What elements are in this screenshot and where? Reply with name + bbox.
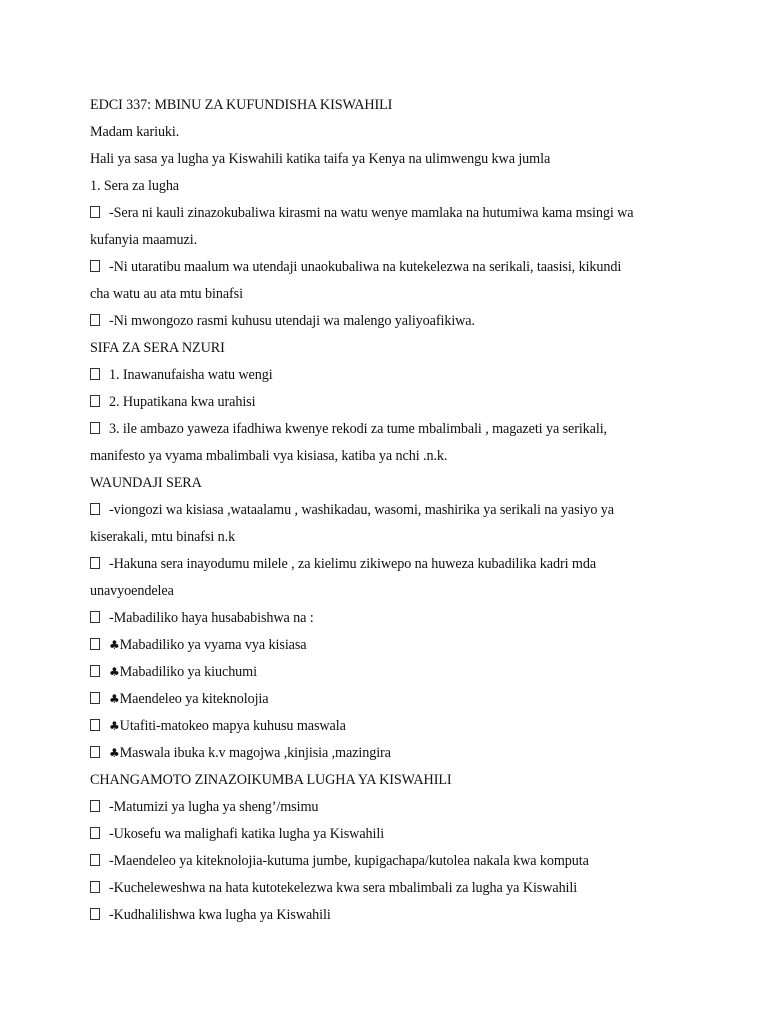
list-item-text: -Kudhalilishwa kwa lugha ya Kiswahili (109, 907, 331, 923)
list-item-text: 2. Hupatikana kwa urahisi (109, 394, 256, 410)
document-page (90, 92, 710, 929)
list-item-continuation: cha watu au ata mtu binafsi (90, 286, 243, 302)
bullet-box-icon (90, 557, 100, 569)
section-heading-sifa: SIFA ZA SERA NZURI (90, 340, 225, 356)
list-item-text: Maswala ibuka k.v magojwa ,kinjisia ,mazingira (119, 745, 391, 761)
section-heading-changamoto: CHANGAMOTO ZINAZOIKUMBA LUGHA YA KISWAHILI (90, 772, 452, 788)
list-item-text: -Kucheleweshwa na hata kutotekelezwa kwa sera mbalimbali za lugha ya Kiswahili (109, 880, 578, 896)
list-item (90, 389, 710, 416)
list-item (90, 200, 710, 254)
bullet-box-icon (90, 503, 100, 515)
list-item-text: Mabadiliko ya vyama vya kisiasa (119, 637, 307, 653)
bullet-box-icon (90, 665, 100, 677)
list-item (90, 632, 710, 659)
bullet-box-icon (90, 260, 100, 272)
bullet-box-icon (90, 881, 100, 893)
list-item-text: -Ukosefu wa malighafi katika lugha ya Kiswahili (109, 826, 385, 842)
bullet-box-icon (90, 908, 100, 920)
bullet-box-icon (90, 746, 100, 758)
bullet-box-icon (90, 692, 100, 704)
club-icon: ♣ (109, 665, 120, 679)
bullet-box-icon (90, 206, 100, 218)
bullet-box-icon (90, 719, 100, 731)
club-icon: ♣ (109, 719, 120, 733)
list-item (90, 416, 710, 470)
list-item-text: -Maendeleo ya kiteknolojia-kutuma jumbe, kupigachapa/kutolea nakala kwa komputa (109, 853, 589, 869)
bullet-box-icon (90, 854, 100, 866)
list-item-continuation: manifesto ya vyama mbalimbali vya kisiasa, katiba ya nchi .n.k. (90, 448, 448, 464)
list-item (90, 254, 710, 308)
list-item (90, 497, 710, 551)
list-item-text: -Ni utaratibu maalum wa utendaji unaokubaliwa na kutekelezwa na serikali, taasisi, kikundi (109, 259, 622, 275)
list-item-continuation: kufanyia maamuzi. (90, 232, 198, 248)
list-item-text: -Hakuna sera inayodumu milele , za kielimu zikiwepo na huweza kubadilika kadri mda (109, 556, 597, 572)
list-item-text: Utafiti-matokeo mapya kuhusu maswala (119, 718, 346, 734)
list-item (90, 902, 710, 929)
list-item-continuation: kiserakali, mtu binafsi n.k (90, 529, 236, 545)
bullet-box-icon (90, 638, 100, 650)
list-item (90, 605, 710, 632)
list-item (90, 659, 710, 686)
list-item (90, 875, 710, 902)
section-heading-sera: 1. Sera za lugha (90, 178, 180, 194)
list-item-text: -Sera ni kauli zinazokubaliwa kirasmi na watu wenye mamlaka na hutumiwa kama msingi wa (109, 205, 634, 221)
list-item (90, 308, 710, 335)
topic-title: Hali ya sasa ya lugha ya Kiswahili katika taifa ya Kenya na ulimwengu kwa jumla (90, 151, 551, 167)
course-title: EDCI 337: MBINU ZA KUFUNDISHA KISWAHILI (90, 97, 393, 113)
bullet-box-icon (90, 800, 100, 812)
club-icon: ♣ (109, 638, 120, 652)
list-item (90, 713, 710, 740)
list-item (90, 551, 710, 605)
list-item (90, 686, 710, 713)
list-item (90, 848, 710, 875)
bullet-box-icon (90, 827, 100, 839)
club-icon: ♣ (109, 692, 120, 706)
list-item-text: -Mabadiliko haya husababishwa na : (109, 610, 314, 626)
list-item (90, 821, 710, 848)
list-item-text: Mabadiliko ya kiuchumi (119, 664, 257, 680)
list-item-continuation: unavyoendelea (90, 583, 174, 599)
list-item (90, 740, 710, 767)
list-item-text: 1. Inawanufaisha watu wengi (109, 367, 273, 383)
lecturer-name: Madam kariuki. (90, 124, 180, 140)
bullet-box-icon (90, 368, 100, 380)
club-icon: ♣ (109, 746, 120, 760)
list-item-text: Maendeleo ya kiteknolojia (119, 691, 269, 707)
bullet-box-icon (90, 314, 100, 326)
bullet-box-icon (90, 422, 100, 434)
list-item-text: 3. ile ambazo yaweza ifadhiwa kwenye rekodi za tume mbalimbali , magazeti ya serikali, (109, 421, 608, 437)
bullet-box-icon (90, 395, 100, 407)
list-item-text: -Matumizi ya lugha ya sheng’/msimu (109, 799, 319, 815)
list-item (90, 794, 710, 821)
list-item-text: -viongozi wa kisiasa ,wataalamu , washikadau, wasomi, mashirika ya serikali na yasiyo ya (109, 502, 614, 518)
list-item-text: -Ni mwongozo rasmi kuhusu utendaji wa malengo yaliyoafikiwa. (109, 313, 475, 329)
bullet-box-icon (90, 611, 100, 623)
list-item (90, 362, 710, 389)
section-heading-waundaji: WAUNDAJI SERA (90, 475, 202, 491)
